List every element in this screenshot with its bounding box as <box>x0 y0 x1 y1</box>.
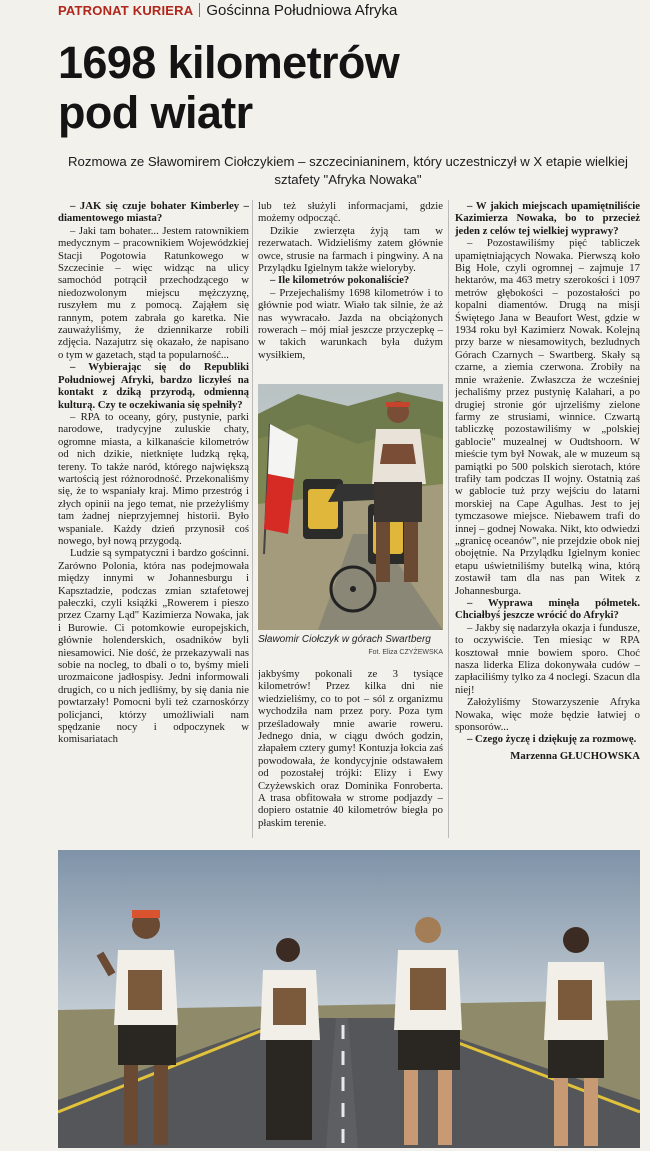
article-paragraph: Dzikie zwierzęta żyją tam w rezerwatach. Widzieliśmy zatem głównie owce, strusie na farmach i pingwiny. A na Przylądku Igielnym także wieloryby. <box>258 224 443 275</box>
article-column-3 <box>455 200 640 838</box>
article-column-1 <box>58 200 249 838</box>
photo-credit: Fot. Eliza CZYŻEWSKA <box>368 649 443 656</box>
section-subtitle: Gościnna Południowa Afryka <box>206 2 398 19</box>
article-paragraph: lub też służyli informacjami, gdzie możemy odpocząć. <box>258 200 443 225</box>
section-divider <box>199 3 200 17</box>
article-column-2-bottom <box>258 668 443 836</box>
article-paragraph: – Przejechaliśmy 1698 kilometrów i to głównie pod wiatr. Wiało tak silnie, że aż nas wywracało. Jazda na obciążonych rowerach – mój miał jeszcze przyczepkę – w takich warunkach była dużym wysiłkiem, <box>258 286 443 361</box>
article-column-2-top <box>258 200 443 376</box>
cyclist-photo-illustration <box>258 384 443 630</box>
article-paragraph: – Jaki tam bohater... Jestem ratownikiem medycznym – pracownikiem Wojewódzkiej Stacji Pogotowia Ratunkowego w Szczecinie – więc widząc na ulicy samochód potrącił przechodzącego w niedozwolonym miejscu mężczyznę, ruszyłem mu z pomocą. Zająłem się rannym, potem zabrała go karetka. Nie zauważyliśmy, że dziennikarze robili zdjęcia. Nazajutrz się okazało, że napisano o tym w gazetach, stąd ta popularność... <box>58 224 249 361</box>
interview-question: – JAK się czuje bohater Kimberley – diamentowego miasta? <box>58 200 249 225</box>
headline-line-2: pod wiatr <box>58 87 253 138</box>
section-header <box>58 1 397 21</box>
interview-question: – Wybierając się do Republiki Południowej Afryki, bardzo liczyłeś na kontakt z dziką przyrodą, odmienną kulturą. Czy te oczekiwania się spełniły? <box>58 361 249 411</box>
article-paragraph: – Pozostawiliśmy pięć tabliczek upamiętniających Nowaka. Pierwszą koło Big Hole, czyli ogromnej – zajmuje 17 hektarów, ma 463 metry szerokości i 1097 metrów głębokości – pozostałości po kopalni diamentów. Drugą na misji Świętego Jana w Beaufort West, gdzie w 1934 roku był Kazimierz Nowak. Kolejną przy barze w niesamowitych, bezludnych Górach Czarnych – Swartberg. Skały są czarne, a ziemia czerwona. Zrobiły na mnie wrażenie. Zwłaszcza że wcześniej jechaliśmy przez pustynię Kalahari, a po drugiej stronie gór ujrzeliśmy zielone farmy ze strusiami, winnice. Czwartą tabliczkę pozostawiliśmy w „polskiej gablocie" muzealnej w Oudtshoorn. W mieście tym był Nowak, ale w muzeum są pamiątki po 500 polskich sierotach, które trafiły tam podczas II wojny. Ostatnią zaś w gablocie tuż przy wejściu do latarni morskiej na Cape Agulhas. Jest to jej tymczasowe miejsce. Niebawem trafi do innej – godnej Nowaka. Nikt, kto odwiedzi „granicę oceanów", nie przejdzie obok niej obojętnie. Na Przylądku Igielnym koniec etapu uświetniliśmy butelką wina, którą zostawił tam dla nas pan Witek z Johannesburga. <box>455 237 640 597</box>
section-label: PATRONAT KURIERA <box>58 3 194 18</box>
interview-question: – Czego życzę i dziękuję za rozmowę. <box>467 733 637 746</box>
photo-caption: Sławomir Ciołczyk w górach Swartberg <box>258 634 431 645</box>
article-paragraph: jakbyśmy pokonali ze 3 tysiące kilometrów! Przez kilka dni nie wiedzieliśmy, co to pot – sól z organizmu wychodziła nam przez pory. Poza tym prześladowały mnie awarie roweru. Jednego dnia, w ciągu dwóch godzin, złapałem cztery gumy! Kontuzja łokcia zaś powodowała, że kondycyjnie odstawałem od pozostałej trójki: Elizy i Ewy Czyżewskich oraz Dominika Fonroberta. A trasa obfitowała w strome podjazdy – dopiero ostatnie 40 kilometrów biegła po płaskim terenie. <box>258 668 443 829</box>
interview-question: – Wyprawa minęła półmetek. Chciałbyś jeszcze wrócić do Afryki? <box>455 597 640 622</box>
headline-line-1: 1698 kilometrów <box>58 37 400 88</box>
column-divider <box>448 200 449 838</box>
interview-question: – Ile kilometrów pokonaliście? <box>270 274 410 287</box>
article-paragraph: – Jakby się nadarzyła okazja i fundusze, to oczywiście. Ten miesiąc w RPA kosztował mnie bowiem sporo. Choć nasza liderka Eliza dokonywała cudów – zapłaciliśmy tylko za 4 noclegi. Szacun dla niej! <box>455 621 640 696</box>
article-paragraph: Założyliśmy Stowarzyszenie Afryka Nowaka, więc może będzie łatwiej o sponsorów... <box>455 696 640 734</box>
cyclist-photo <box>258 384 443 630</box>
author-byline: Marzenna GŁUCHOWSKA <box>510 749 640 762</box>
article-paragraph: Ludzie są sympatyczni i bardzo gościnni. Zarówno Polonia, która nas podejmowała między innymi w Johannesburgu i Kapsztadzie, podczas zmian sztafetowej pałeczki, czyli książki „Rowerem i pieszo przez Czarny Ląd" Kazimierza Nowaka, jak i Burowie. Ci potomkowie europejskich, głównie holenderskich, osadników byli niesamowici. Nie dość, że przekazywali nas sobie na nocleg, to dbali o to, byśmy mieli urozmaicone jadłospisy. Jedni informowali drugich, co u nich jedliśmy, by się dania nie powtarzały! Pomocni byli też czarnoskórzy policjanci, którzy umożliwiali nam spędzanie nocy i odpoczynek w komisariatach <box>58 547 249 746</box>
group-road-photo <box>58 850 640 1148</box>
headline <box>58 38 638 138</box>
lead-paragraph: Rozmowa ze Sławomirem Ciołczykiem – szczecinianinem, który uczestniczył w X etapie wielkiej sztafety "Afryka Nowaka" <box>68 154 628 187</box>
interview-question: – W jakich miejscach upamiętniliście Kazimierza Nowaka, bo to przecież jeden z celów tej wielkiej wyprawy? <box>455 200 640 237</box>
column-divider <box>252 200 253 838</box>
road-illustration <box>58 850 640 1148</box>
article-paragraph: – RPA to oceany, góry, pustynie, parki narodowe, tradycyjne zuluskie chaty, ogromne miasta, a kilkanaście kilometrów od nich dzikie, nietknięte ludzką ręką, tereny. To także naród, którego największą wartością jest różnorodność. Przekonaliśmy się, że to wspaniały kraj. Mimo przestróg i złych opinii na jego temat, nie przeżyliśmy tam żadnej nieprzyjemnej historii. Było wspaniale. Każdy dzień przynosił coś nowego, był nową przygodą. <box>58 410 249 547</box>
